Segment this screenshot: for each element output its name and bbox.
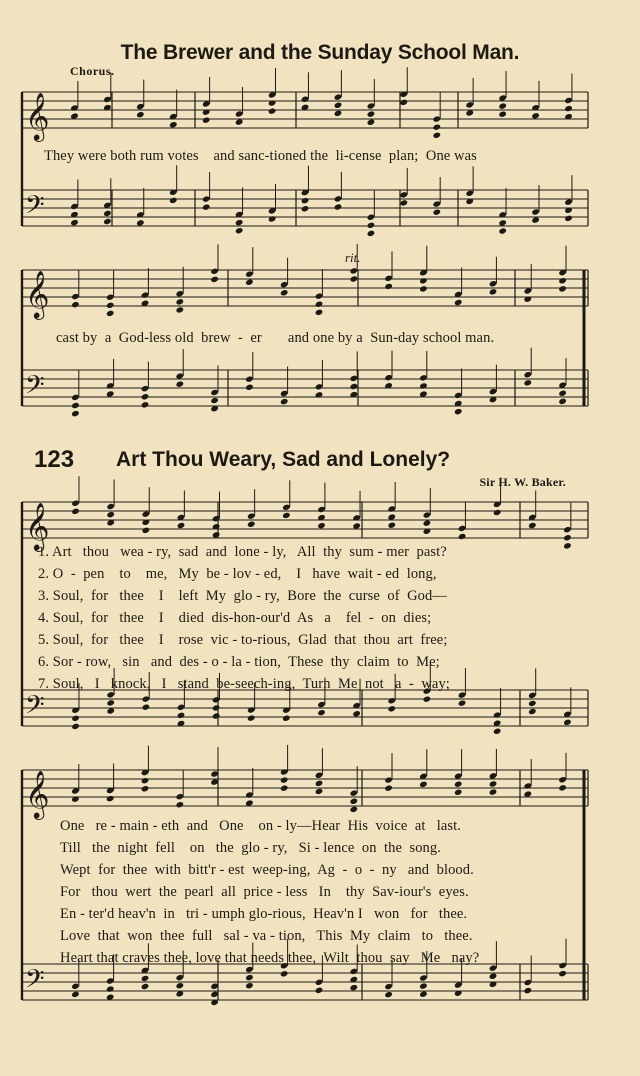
note-head bbox=[489, 788, 498, 795]
note-head bbox=[563, 534, 572, 541]
bass-clef-icon: 𝄢 bbox=[25, 690, 45, 726]
ritardando-mark: rit. bbox=[345, 250, 361, 265]
hymn-title-brewer: The Brewer and the Sunday School Man. bbox=[120, 41, 520, 64]
note-head bbox=[169, 121, 178, 128]
verse-line: 2. O - pen to me, My be - lov - ed, I have wait - ed long, bbox=[38, 566, 437, 582]
note-head bbox=[558, 784, 567, 791]
note-head bbox=[268, 215, 277, 222]
note-head bbox=[558, 970, 567, 977]
note-head bbox=[70, 219, 79, 226]
note-head bbox=[367, 230, 376, 237]
note-head bbox=[210, 276, 219, 283]
note-head bbox=[367, 222, 376, 229]
note-head bbox=[141, 393, 150, 400]
verse-line: 7. Soul, I knock, I stand be-seech-ing, Turn Me not a - way; bbox=[38, 676, 450, 692]
note-head bbox=[384, 283, 393, 290]
note-head bbox=[245, 974, 254, 981]
note-head bbox=[141, 983, 150, 990]
note-head bbox=[235, 227, 244, 234]
note-head bbox=[177, 522, 186, 529]
note-head bbox=[202, 117, 211, 124]
note-head bbox=[106, 302, 115, 309]
note-head bbox=[558, 398, 567, 405]
verse-line: Wept for thee with bitt'r - est weep-ing, Ag - o - ny and blood. bbox=[60, 862, 474, 878]
note-head bbox=[235, 219, 244, 226]
note-head bbox=[350, 275, 359, 282]
note-head bbox=[531, 112, 540, 119]
note-head bbox=[71, 991, 80, 998]
treble-clef-icon: 𝄞 bbox=[25, 502, 50, 550]
note-head bbox=[282, 512, 291, 519]
verse-line: One re - main - eth and One on - ly—Hear His voice at last. bbox=[60, 818, 462, 834]
hymn-author: Sir H. W. Baker. bbox=[479, 475, 566, 489]
bass-clef-icon: 𝄢 bbox=[25, 964, 45, 1000]
note-head bbox=[564, 105, 573, 112]
note-head bbox=[280, 398, 289, 405]
note-head bbox=[350, 984, 359, 991]
note-head bbox=[71, 723, 80, 730]
note-head bbox=[558, 277, 567, 284]
note-head bbox=[71, 402, 80, 409]
note-head bbox=[141, 975, 150, 982]
note-head bbox=[423, 519, 432, 526]
treble-clef-icon: 𝄞 bbox=[25, 92, 50, 140]
note-head bbox=[317, 709, 326, 716]
verse-line: Love that won thee full sal - va - tion, This My claim to thee. bbox=[60, 928, 473, 944]
note-head bbox=[498, 227, 507, 234]
hymn-title-weary: Art Thou Weary, Sad and Lonely? bbox=[116, 448, 451, 471]
note-head bbox=[400, 99, 409, 106]
note-head bbox=[235, 118, 244, 125]
note-head bbox=[245, 982, 254, 989]
note-head bbox=[103, 210, 112, 217]
note-head bbox=[106, 511, 115, 518]
treble-clef-icon: 𝄞 bbox=[25, 270, 50, 318]
chorus-lyric-line-1: They were both rum votes and sanc-tioned the li-cense plan; One was bbox=[44, 148, 477, 164]
note-head bbox=[433, 209, 442, 216]
note-head bbox=[528, 708, 537, 715]
note-head bbox=[317, 522, 326, 529]
note-head bbox=[301, 205, 310, 212]
note-head bbox=[169, 197, 178, 204]
bass-clef-icon: 𝄢 bbox=[25, 190, 45, 226]
note-head bbox=[268, 107, 277, 114]
note-head bbox=[558, 390, 567, 397]
note-head bbox=[136, 219, 145, 226]
note-head bbox=[71, 508, 80, 515]
note-head bbox=[419, 382, 428, 389]
note-head bbox=[315, 788, 324, 795]
note-head bbox=[106, 985, 115, 992]
note-head bbox=[564, 215, 573, 222]
note-head bbox=[458, 700, 467, 707]
note-head bbox=[384, 784, 393, 791]
note-head bbox=[400, 199, 409, 206]
note-head bbox=[489, 973, 498, 980]
note-head bbox=[367, 110, 376, 117]
note-head bbox=[387, 522, 396, 529]
note-head bbox=[419, 982, 428, 989]
note-head bbox=[524, 379, 533, 386]
note-head bbox=[301, 197, 310, 204]
note-head bbox=[315, 309, 324, 316]
verse-line: 6. Sor - row, sin and des - o - la - tion, These thy claim to Me; bbox=[38, 654, 440, 670]
note-head bbox=[177, 712, 186, 719]
note-head bbox=[71, 715, 80, 722]
note-head bbox=[528, 522, 537, 529]
bass-clef-icon: 𝄢 bbox=[25, 370, 45, 406]
note-head bbox=[433, 132, 442, 139]
note-head bbox=[176, 801, 185, 808]
note-head bbox=[334, 102, 343, 109]
note-head bbox=[282, 715, 291, 722]
note-head bbox=[280, 289, 289, 296]
note-head bbox=[280, 776, 289, 783]
verse-line: 5. Soul, for thee I rose vic - to-rious, Glad that thou art free; bbox=[38, 632, 448, 648]
note-head bbox=[176, 298, 185, 305]
note-head bbox=[493, 509, 502, 516]
note-head bbox=[367, 119, 376, 126]
note-head bbox=[524, 987, 533, 994]
note-head bbox=[350, 798, 359, 805]
hymn-number: 123 bbox=[34, 446, 75, 473]
note-head bbox=[334, 203, 343, 210]
note-head bbox=[384, 991, 393, 998]
note-head bbox=[141, 777, 150, 784]
verse-line: Till the night fell on the glo - ry, Si - lence on the song. bbox=[60, 840, 441, 856]
note-head bbox=[136, 111, 145, 118]
note-head bbox=[176, 306, 185, 313]
note-head bbox=[71, 410, 80, 417]
note-head bbox=[423, 696, 432, 703]
note-head bbox=[245, 384, 254, 391]
note-head bbox=[419, 277, 428, 284]
note-head bbox=[315, 780, 324, 787]
note-head bbox=[176, 982, 185, 989]
note-head bbox=[419, 781, 428, 788]
verse-line: 1. Art thou wea - ry, sad and lone - ly, All thy sum - mer past? bbox=[38, 544, 447, 560]
note-head bbox=[563, 719, 572, 726]
note-head bbox=[531, 216, 540, 223]
treble-clef-icon: 𝄞 bbox=[25, 770, 50, 818]
note-head bbox=[212, 531, 221, 538]
note-head bbox=[106, 310, 115, 317]
note-head bbox=[245, 279, 254, 286]
note-head bbox=[528, 700, 537, 707]
verse-line: 4. Soul, for thee I died dis-hon-our'd As a fel - on dies; bbox=[38, 610, 432, 626]
note-head bbox=[433, 124, 442, 131]
note-head bbox=[558, 285, 567, 292]
note-head bbox=[268, 99, 277, 106]
note-head bbox=[458, 533, 467, 540]
note-head bbox=[493, 728, 502, 735]
note-head bbox=[419, 285, 428, 292]
note-head bbox=[454, 789, 463, 796]
verse-line: For thou wert the pearl all price - less In thy Sav-iour's eyes. bbox=[60, 884, 469, 900]
note-head bbox=[71, 301, 80, 308]
note-head bbox=[247, 714, 256, 721]
note-head bbox=[315, 987, 324, 994]
note-head bbox=[247, 521, 256, 528]
verse-line: Heart that craves thee, love that needs thee, Wilt thou say Me nay? bbox=[60, 950, 480, 966]
note-head bbox=[334, 110, 343, 117]
note-head bbox=[212, 712, 221, 719]
note-head bbox=[454, 408, 463, 415]
note-head bbox=[142, 704, 151, 711]
note-head bbox=[176, 381, 185, 388]
note-head bbox=[141, 401, 150, 408]
note-head bbox=[280, 785, 289, 792]
note-head bbox=[350, 806, 359, 813]
note-head bbox=[280, 970, 289, 977]
note-head bbox=[498, 102, 507, 109]
note-head bbox=[106, 699, 115, 706]
chorus-lyric-line-2: cast by a God-less old brew - er and one by a Sun-day school man. bbox=[56, 330, 495, 346]
note-head bbox=[454, 299, 463, 306]
note-head bbox=[563, 542, 572, 549]
note-head bbox=[202, 204, 211, 211]
verse-line: 3. Soul, for thee I left My glo - ry, Bore the curse of God— bbox=[38, 588, 447, 604]
note-head bbox=[141, 785, 150, 792]
note-head bbox=[350, 383, 359, 390]
verse-line: En - ter'd heav'n in tri - umph glo-rious, Heav'n I won for thee. bbox=[60, 906, 468, 922]
note-head bbox=[315, 301, 324, 308]
note-head bbox=[454, 781, 463, 788]
note-head bbox=[142, 527, 151, 534]
note-head bbox=[106, 795, 115, 802]
note-head bbox=[419, 991, 428, 998]
note-head bbox=[387, 705, 396, 712]
note-head bbox=[489, 288, 498, 295]
chorus-label: Chorus. bbox=[70, 64, 115, 78]
note-head bbox=[489, 780, 498, 787]
note-head bbox=[103, 218, 112, 225]
note-head bbox=[498, 111, 507, 118]
note-head bbox=[210, 397, 219, 404]
note-head bbox=[352, 710, 361, 717]
note-head bbox=[212, 704, 221, 711]
